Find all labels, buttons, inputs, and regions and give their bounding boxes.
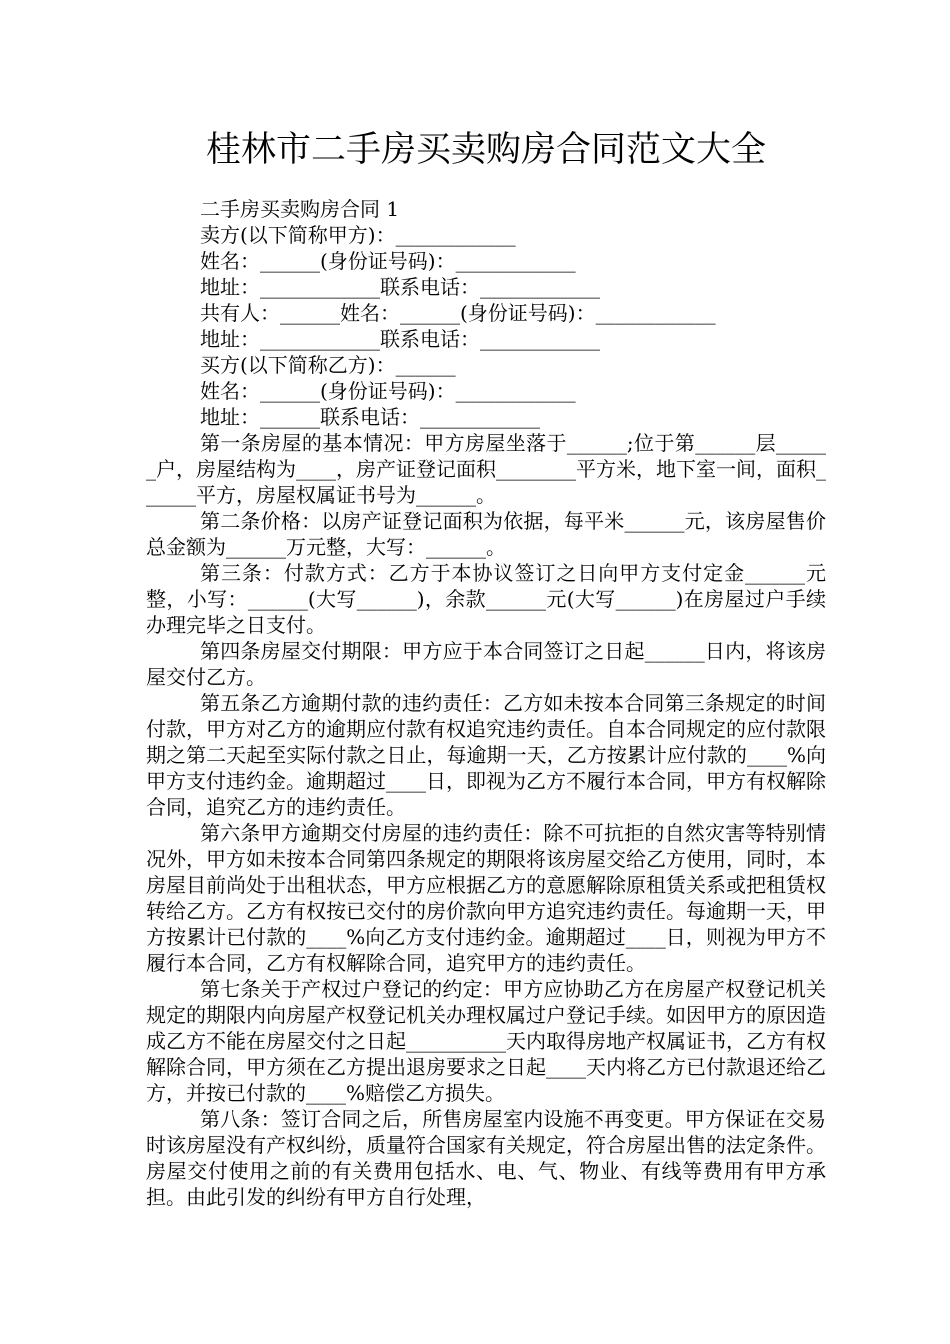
co-owner-info: 共有人：______姓名：______(身份证号码)：____________ (200, 301, 716, 325)
article-2-paragraph: 第二条价格：以房产证登记面积为依据，每平米______元，该房屋售价总金额为______万元整，大写：______。 (146, 509, 826, 559)
contract-party-info (146, 196, 826, 430)
buyer-name-id: 姓名：______(身份证号码)：____________ (200, 379, 576, 403)
seller-label: 卖方(以下简称甲方)：____________ (200, 223, 516, 247)
article-1-paragraph: 第一条房屋的基本情况：甲方房屋坐落于______;位于第______层______户，房屋结构为____，房产证登记面积________平方米，地下室一间，面积______平方，房屋权属证书号为______。 (146, 431, 826, 507)
buyer-address-phone: 地址：______联系电话：____________ (200, 405, 540, 429)
article-4-paragraph: 第四条房屋交付期限：甲方应于本合同签订之日起______日内，将该房屋交付乙方。 (146, 639, 826, 689)
article-3-paragraph: 第三条：付款方式：乙方于本协议签订之日向甲方支付定金______元整，小写：______(大写______)，余款______元(大写______)在房屋过户手续办理完毕之日支付。 (146, 561, 826, 637)
document-page (146, 120, 826, 1210)
article-7-paragraph: 第七条关于产权过户登记的约定：甲方应协助乙方在房屋产权登记机关规定的期限内向房屋产权登记机关办理权属过户登记手续。如因甲方的原因造成乙方不能在房屋交付之日起__________天内取得房地产权属证书，乙方有权解除合同，甲方须在乙方提出退房要求之日起____天内将乙方已付款退还给乙方，并按已付款的____%赔偿乙方损失。 (146, 977, 826, 1105)
buyer-label: 买方(以下简称乙方)：______ (200, 353, 456, 377)
article-8-paragraph: 第八条：签订合同之后，所售房屋室内设施不再变更。甲方保证在交易时该房屋没有产权纠纷，质量符合国家有关规定，符合房屋出售的法定条件。房屋交付使用之前的有关费用包括水、电、气、物业、有线等费用有甲方承担。由此引发的纠纷有甲方自行处理， (146, 1107, 826, 1209)
co-owner-address-phone: 地址：____________联系电话：____________ (200, 327, 600, 351)
document-title: 桂林市二手房买卖购房合同范文大全 (205, 130, 766, 170)
seller-name-id: 姓名：______(身份证号码)：____________ (200, 249, 576, 273)
seller-address-phone: 地址：____________联系电话：____________ (200, 275, 600, 299)
article-6-paragraph: 第六条甲方逾期交付房屋的违约责任：除不可抗拒的自然灾害等特别情况外，甲方如未按本合同第四条规定的期限将该房屋交给乙方使用，同时，本房屋目前尚处于出租状态，甲方应根据乙方的意愿解除原租赁关系或把租赁权转给乙方。乙方有权按已交付的房价款向甲方追究违约责任。每逾期一天，甲方按累计已付款的____%向乙方支付违约金。逾期超过____日，则视为甲方不履行本合同，乙方有权解除合同，追究甲方的违约责任。 (146, 821, 826, 975)
article-5-paragraph: 第五条乙方逾期付款的违约责任：乙方如未按本合同第三条规定的时间付款，甲方对乙方的逾期应付款有权追究违约责任。自本合同规定的应付款限期之第二天起至实际付款之日止，每逾期一天，乙方按累计应付款的____%向甲方支付违约金。逾期超过____日，即视为乙方不履行本合同，甲方有权解除合同，追究乙方的违约责任。 (146, 691, 826, 819)
contract-heading: 二手房买卖购房合同 1 (200, 197, 400, 221)
